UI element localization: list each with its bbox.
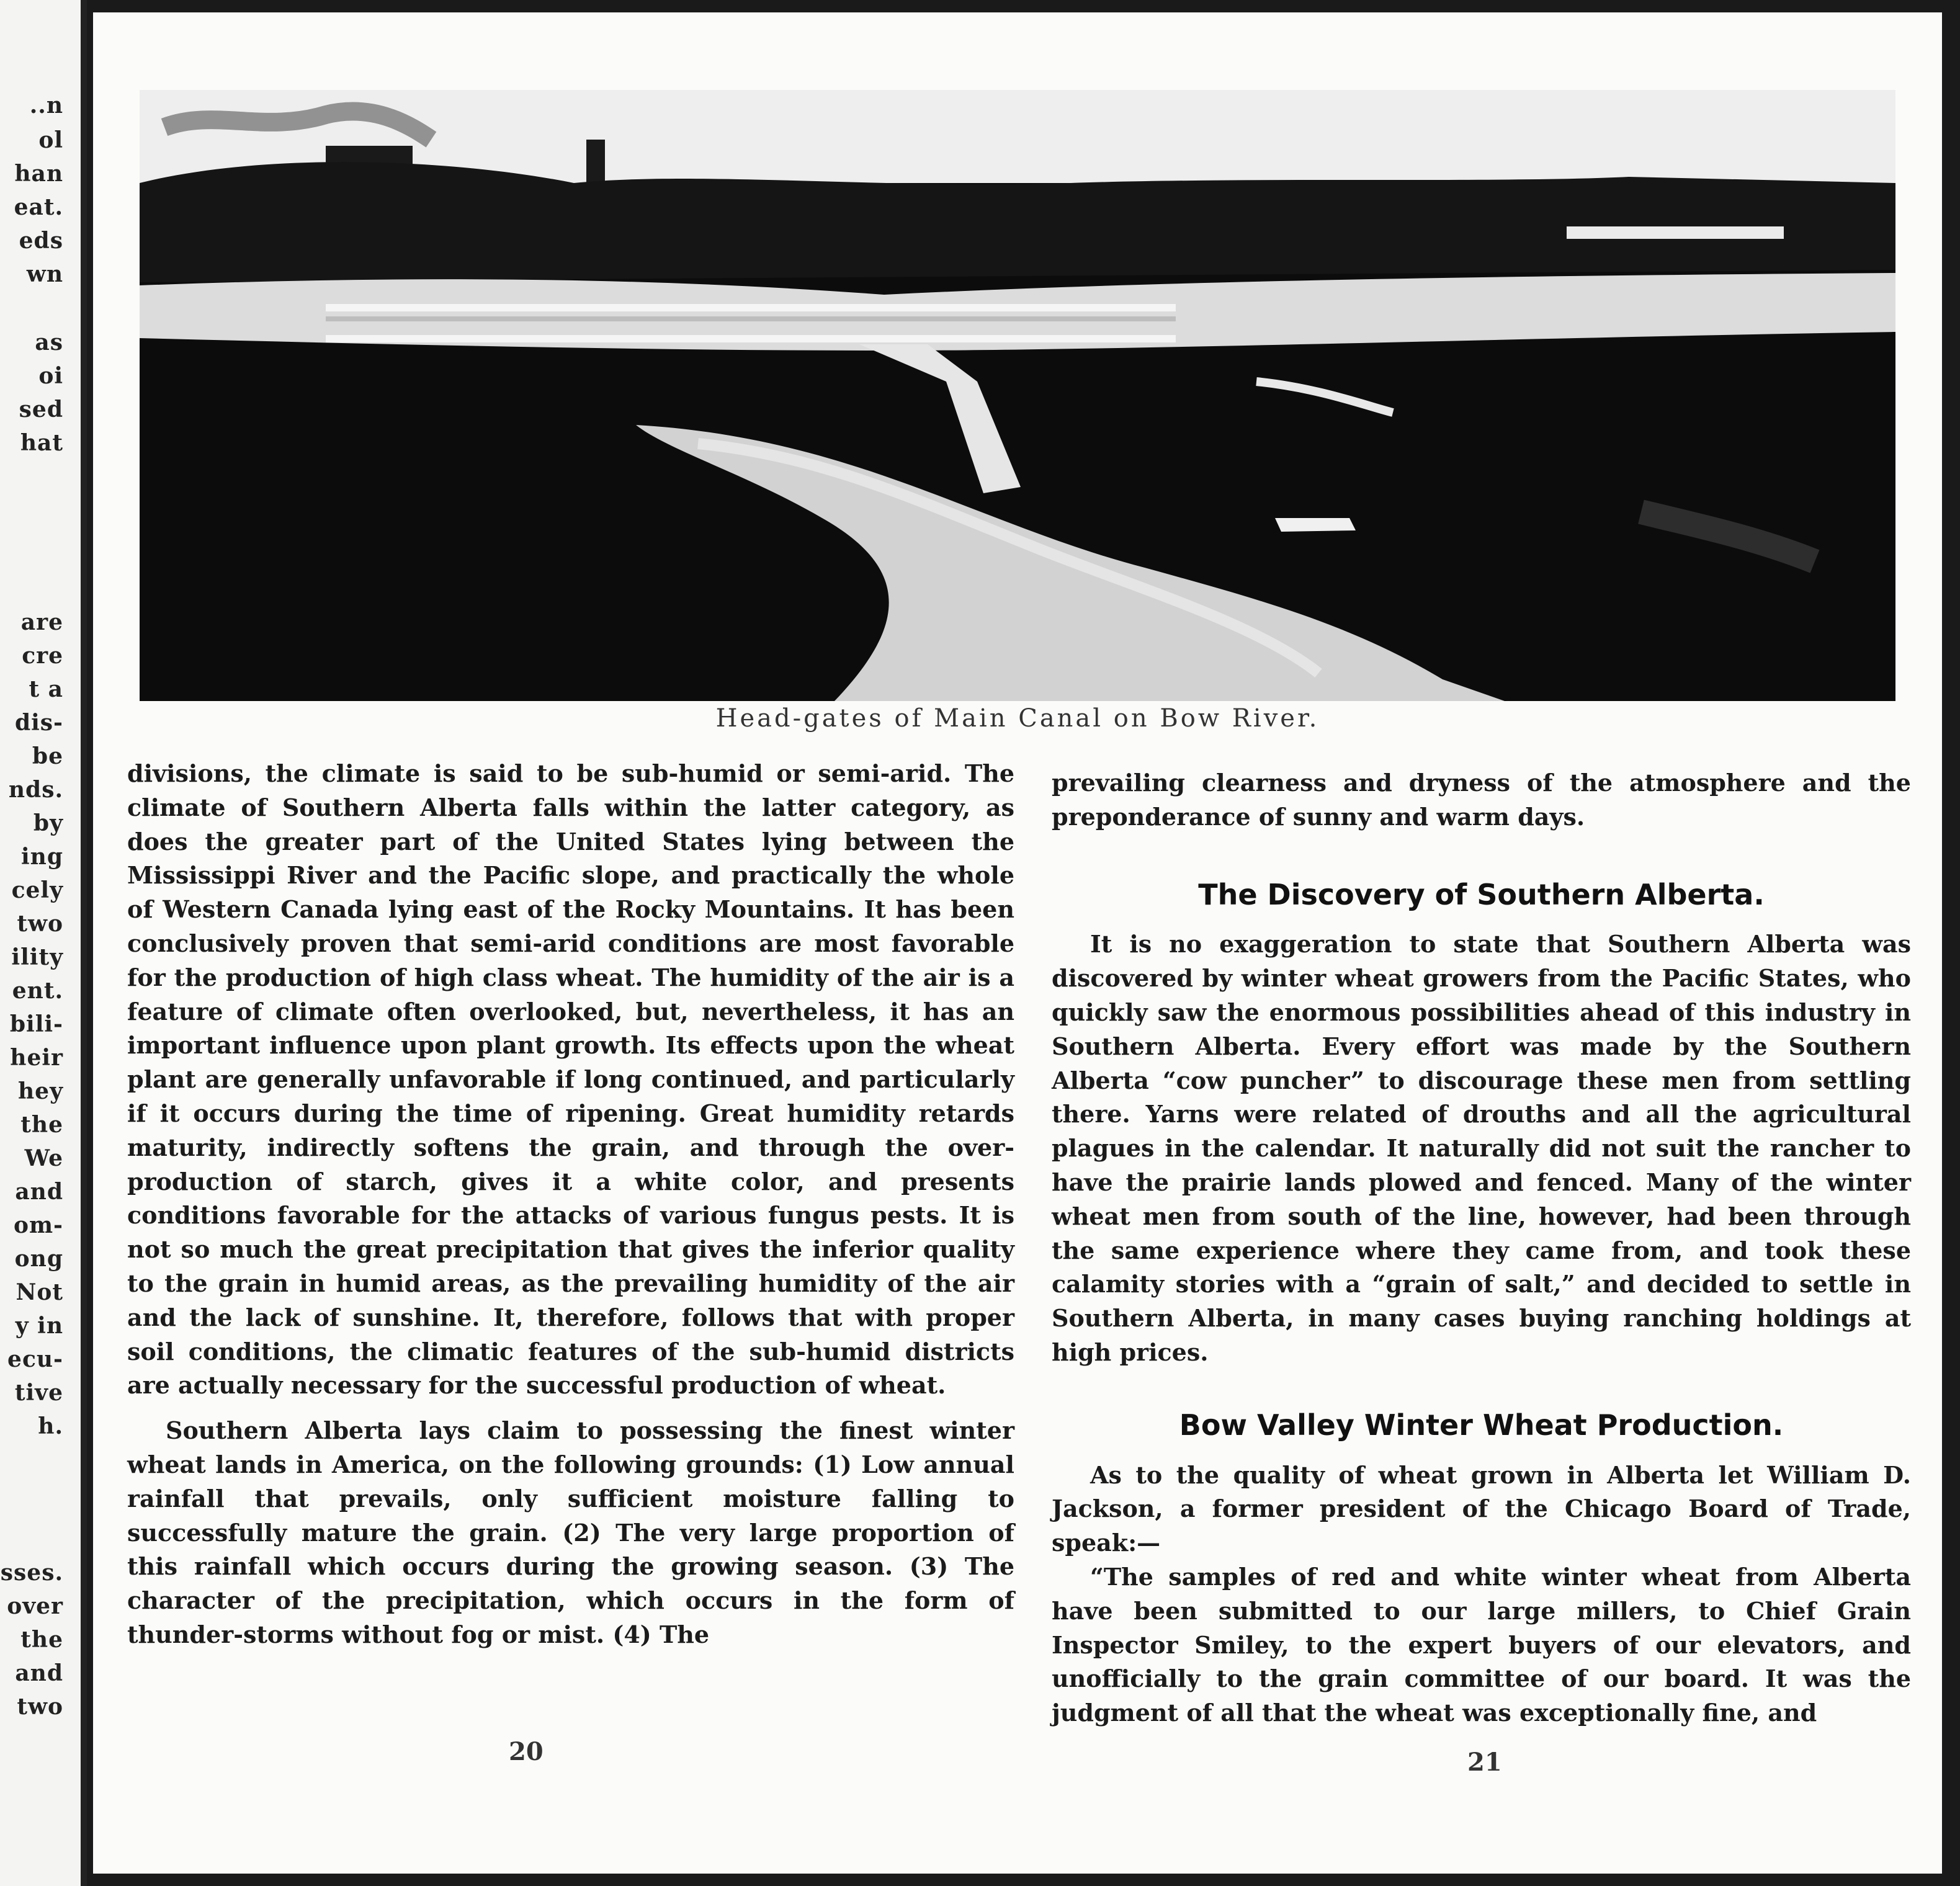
margin-fragment: ..n bbox=[29, 92, 63, 118]
margin-fragment: y in bbox=[15, 1313, 63, 1339]
margin-fragment: dis- bbox=[14, 710, 63, 736]
photo-caption: Head-gates of Main Canal on Bow River. bbox=[715, 704, 1320, 733]
margin-fragment: h. bbox=[38, 1413, 63, 1439]
body-paragraph: It is no exaggeration to state that Southern Alberta was discovered by winter wheat growers from the Pacific States, who quickly saw the enormous possibilities ahead of this industry in Southern Alberta. Every effort was made by the Southern Alberta “cow puncher” to discourage these men from settling there. Yarns were related of drouths and all the agricultural plagues in the calendar. It naturally did not suit the rancher to have the prairie lands plowed and fenced. Many of the winter wheat men from south of the line, however, had been through the same experience where they came from, and took these calamity stories with a “grain of salt,” and decided to settle in Southern Alberta, in many cases buying ranching holdings at high prices. bbox=[1052, 930, 1911, 1366]
margin-fragment: om- bbox=[13, 1212, 63, 1238]
margin-fragment: the bbox=[20, 1627, 63, 1653]
margin-fragment: hat bbox=[20, 430, 63, 456]
margin-fragment: ing bbox=[20, 844, 63, 870]
margin-fragment: Not bbox=[16, 1279, 63, 1305]
margin-fragment: nds. bbox=[8, 777, 63, 803]
margin-fragment: We bbox=[24, 1145, 63, 1171]
margin-fragment: cely bbox=[11, 877, 63, 903]
page-number-left: 20 bbox=[509, 1737, 544, 1766]
margin-fragment: tive bbox=[14, 1380, 63, 1406]
body-paragraph: divisions, the climate is said to be sub-humid or semi-arid. The climate of Southern Alberta falls within the latter category, as does the greater part of the United States lying between the Mississippi River and the Pacific slope, and practically the whole of Western Canada lying east of the Rocky Mountains. It has been conclusively proven that semi-arid conditions are most favorable for the production of high class wheat. The humidity of the air is a feature of climate often overlooked, but, nevertheless, it has an important influence upon plant growth. Its effects upon the wheat plant are generally unfavorable if long continued, and particularly if it occurs during the time of ripening. Great humidity retards maturity, indirectly softens the grain, and through the over-production of starch, gives it a white color, and presents conditions favorable for the attacks of various fungus pests. It is not so much the great precipitation that gives the inferior quality to the grain in humid areas, as the prevailing humidity of the air and the lack of sunshine. It, therefore, follows that with proper soil conditions, the climatic features of the sub-humid districts are actually necessary for the successful production of wheat. bbox=[127, 759, 1014, 1400]
body-paragraph: prevailing clearness and dryness of the atmosphere and the preponderance of sunny and warm days. bbox=[1052, 769, 1911, 831]
body-paragraph: Southern Alberta lays claim to possessing the finest winter wheat lands in America, on the following grounds: (1) Low annual rainfall that prevails, only sufficient moisture falling to successfully mature the grain. (2) The very large proportion of this rainfall which occurs during the growing season. (3) The character of the precipitation, which occurs in the form of thunder-storms without fog or mist. (4) The bbox=[127, 1416, 1014, 1648]
left-page-column bbox=[127, 757, 1014, 1652]
book-spread bbox=[93, 12, 1942, 1874]
margin-fragment: ent. bbox=[12, 978, 63, 1004]
margin-fragment: and bbox=[15, 1179, 63, 1205]
margin-fragment: eds bbox=[19, 228, 63, 254]
facing-page-margin bbox=[0, 0, 87, 1886]
margin-fragment: eat. bbox=[14, 194, 63, 220]
margin-fragment: ility bbox=[11, 944, 63, 970]
quote-paragraph: “The samples of red and white winter wheat from Alberta have been submitted to our large millers, to Chief Grain Inspector Smiley, to the expert buyers of our elevators, and unofficially to the grain committee of our board. It was the judgment of all that the wheat was exceptionally fine, and bbox=[1052, 1562, 1911, 1727]
section-heading: Bow Valley Winter Wheat Production. bbox=[1179, 1408, 1784, 1442]
margin-fragment: t a bbox=[29, 676, 63, 702]
margin-fragment: ong bbox=[14, 1246, 63, 1272]
margin-fragment: sses. bbox=[0, 1560, 63, 1586]
page-number-right: 21 bbox=[1467, 1748, 1502, 1777]
margin-fragment: oi bbox=[38, 363, 63, 389]
margin-fragment: be bbox=[32, 743, 63, 769]
margin-fragment: heir bbox=[10, 1045, 63, 1071]
margin-fragment: as bbox=[35, 329, 63, 355]
margin-fragment: han bbox=[14, 161, 63, 187]
margin-fragment: bili- bbox=[9, 1011, 63, 1037]
margin-fragment: over bbox=[7, 1593, 63, 1619]
canal-photograph bbox=[140, 90, 1895, 701]
margin-fragment: sed bbox=[19, 396, 63, 422]
section-heading: The Discovery of Southern Alberta. bbox=[1198, 877, 1765, 911]
margin-fragment: by bbox=[33, 810, 63, 836]
right-page-column bbox=[1052, 766, 1911, 1730]
margin-fragment: ecu- bbox=[7, 1346, 63, 1372]
margin-fragment: cre bbox=[22, 643, 63, 669]
margin-fragment: ol bbox=[38, 127, 63, 153]
margin-fragment: the bbox=[20, 1112, 63, 1138]
margin-fragment: wn bbox=[26, 261, 63, 287]
margin-fragment: two bbox=[17, 911, 63, 937]
body-paragraph: As to the quality of wheat grown in Alberta let William D. Jackson, a former president of the Chicago Board of Trade, speak:— bbox=[1052, 1460, 1911, 1557]
margin-fragment: and bbox=[15, 1660, 63, 1686]
margin-fragment: two bbox=[17, 1694, 63, 1720]
margin-fragment: hey bbox=[18, 1078, 63, 1104]
photo-illustration bbox=[140, 90, 1895, 701]
margin-fragment: are bbox=[20, 609, 63, 635]
